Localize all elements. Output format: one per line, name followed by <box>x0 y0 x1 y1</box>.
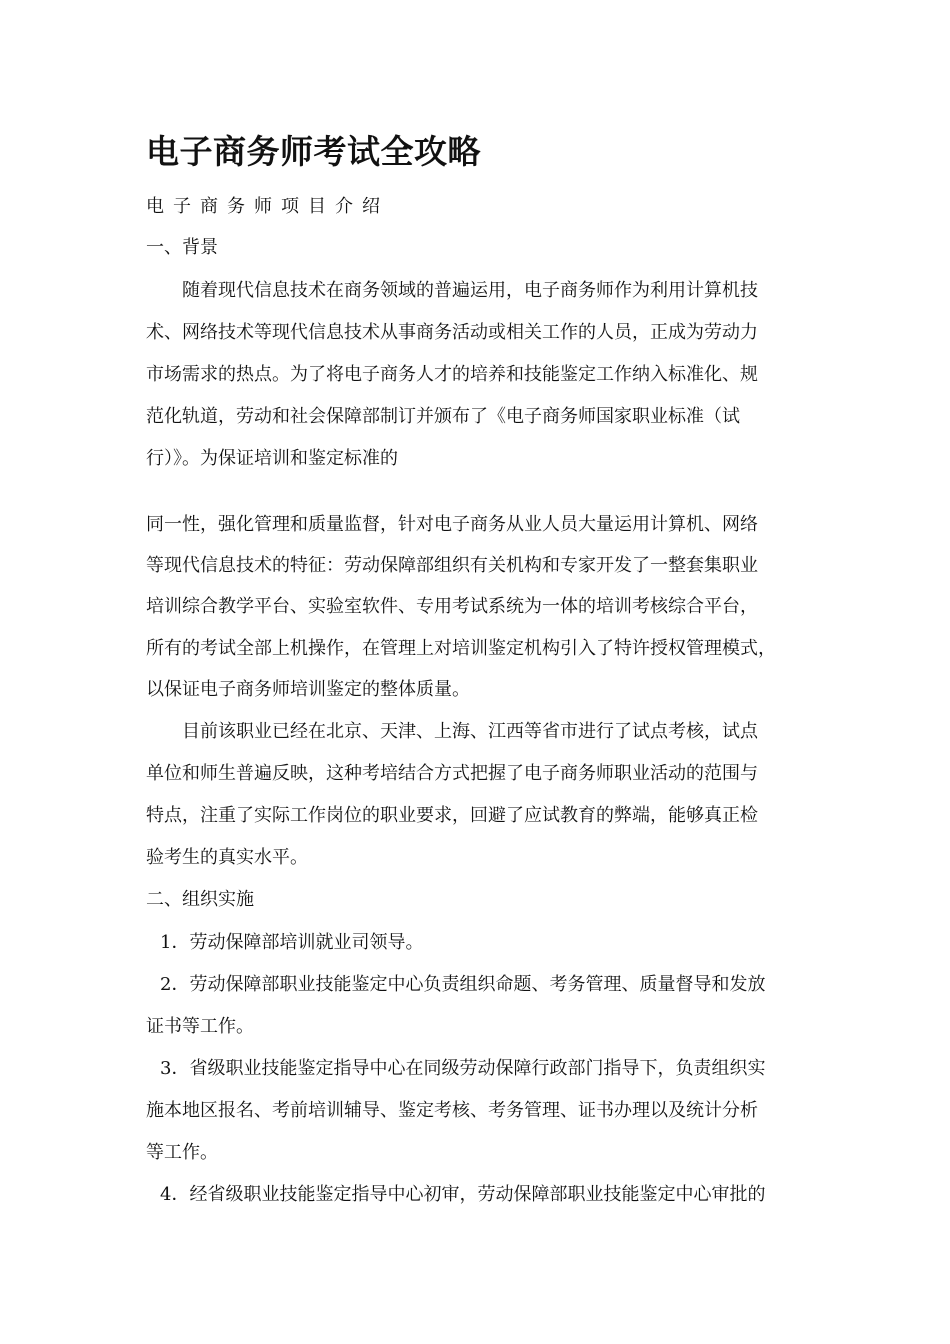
paragraph-line: 所有的考试全部上机操作，在管理上对培训鉴定机构引入了特许授权管理模式， <box>146 638 776 659</box>
paragraph-line: 等现代信息技术的特征：劳动保障部组织有关机构和专家开发了一整套集职业 <box>146 555 758 576</box>
paragraph-line: 特点，注重了实际工作岗位的职业要求，回避了应试教育的弊端，能够真正检 <box>146 805 758 826</box>
section-heading-background: 一、背景 <box>146 237 218 258</box>
paragraph-line: 培训综合教学平台、实验室软件、专用考试系统为一体的培训考核综合平台， <box>146 596 758 617</box>
paragraph-line: 同一性，强化管理和质量监督，针对电子商务从业人员大量运用计算机、网络 <box>146 514 758 535</box>
list-item-continuation: 等工作。 <box>146 1142 218 1163</box>
paragraph-line: 行）》。为保证培训和鉴定标准的 <box>146 448 398 469</box>
paragraph-line: 术、网络技术等现代信息技术从事商务活动或相关工作的人员，正成为劳动力 <box>146 322 758 343</box>
paragraph-line: 目前该职业已经在北京、天津、上海、江西等省市进行了试点考核，试点 <box>182 721 758 742</box>
paragraph-line: 单位和师生普遍反映，这种考培结合方式把握了电子商务师职业活动的范围与 <box>146 763 758 784</box>
list-item: 1．劳动保障部培训就业司领导。 <box>160 932 424 953</box>
paragraph-line: 随着现代信息技术在商务领域的普遍运用，电子商务师作为利用计算机技 <box>182 280 758 301</box>
section-heading-implementation: 二、组织实施 <box>146 889 254 910</box>
paragraph-line: 范化轨道，劳动和社会保障部制订并颁布了《电子商务师国家职业标准（试 <box>146 406 740 427</box>
list-item: 4．经省级职业技能鉴定指导中心初审，劳动保障部职业技能鉴定中心审批的 <box>160 1184 766 1205</box>
paragraph-line: 以保证电子商务师培训鉴定的整体质量。 <box>146 679 470 700</box>
list-item: 2．劳动保障部职业技能鉴定中心负责组织命题、考务管理、质量督导和发放 <box>160 974 766 995</box>
list-item-continuation: 施本地区报名、考前培训辅导、鉴定考核、考务管理、证书办理以及统计分析 <box>146 1100 758 1121</box>
paragraph-line: 验考生的真实水平。 <box>146 847 308 868</box>
list-item: 3．省级职业技能鉴定指导中心在同级劳动保障行政部门指导下，负责组织实 <box>160 1058 766 1079</box>
paragraph-line: 市场需求的热点。为了将电子商务人才的培养和技能鉴定工作纳入标准化、规 <box>146 364 758 385</box>
document-title: 电子商务师考试全攻略 <box>146 132 481 171</box>
document-subtitle: 电子商务师项目介绍 <box>146 196 389 217</box>
list-item-continuation: 证书等工作。 <box>146 1016 254 1037</box>
